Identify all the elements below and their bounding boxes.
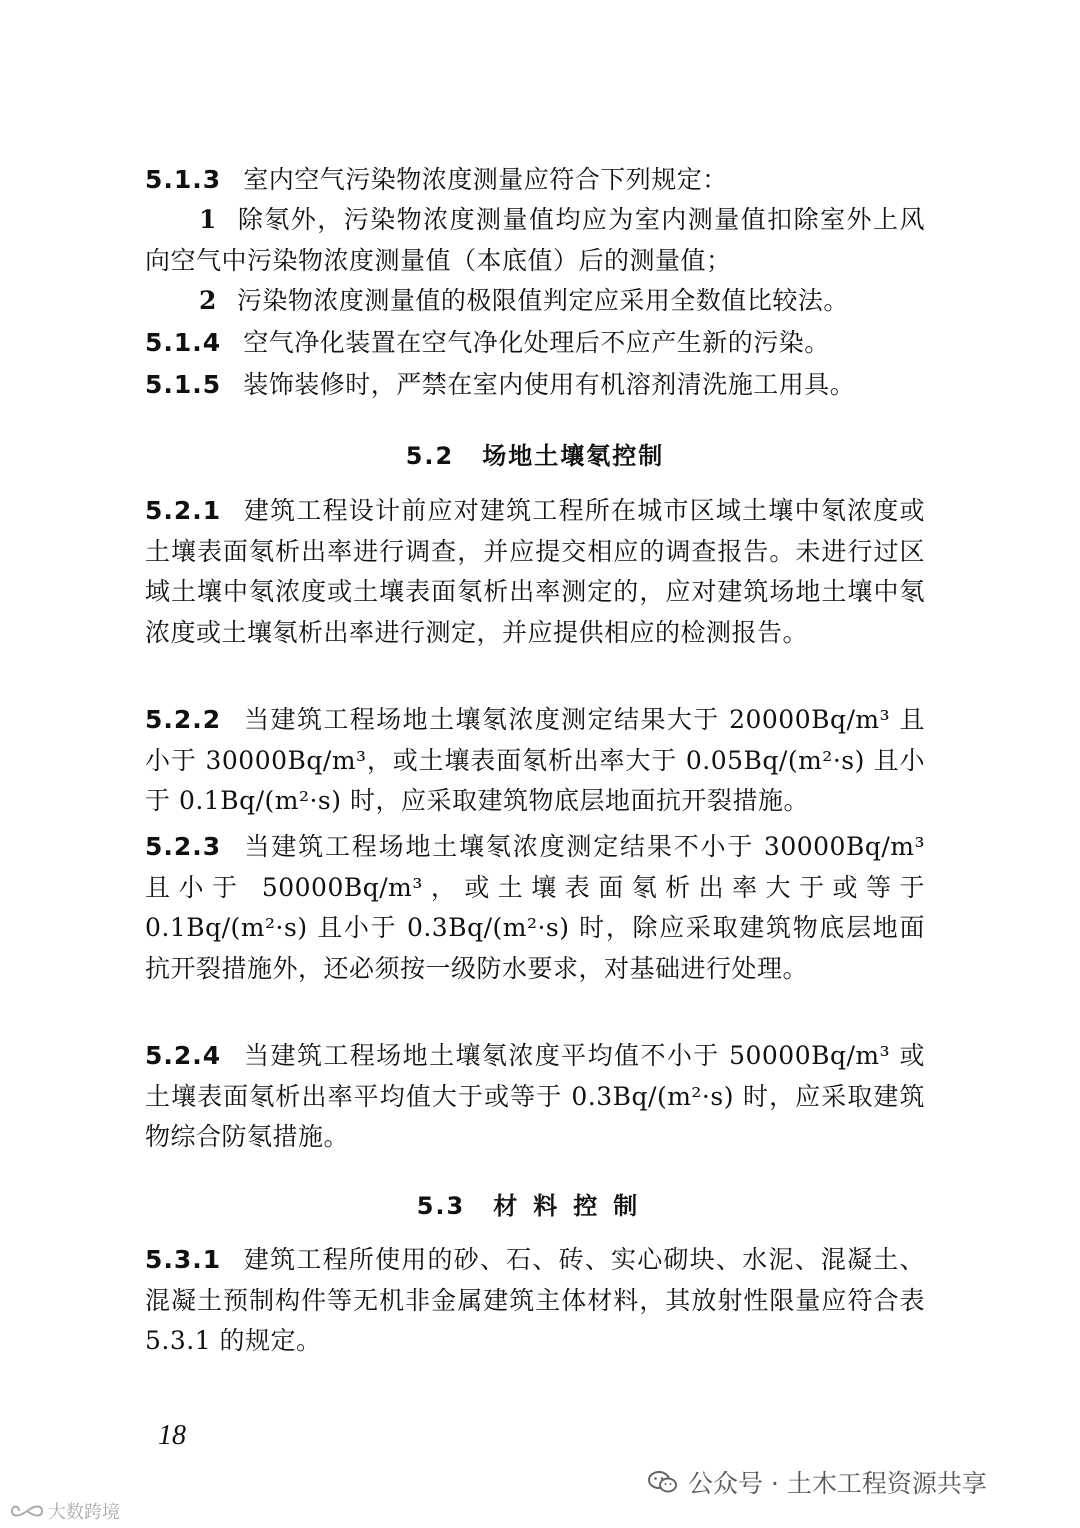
clause-text: 建筑工程所使用的砂、石、砖、实心砌块、水泥、混凝土、混凝土预制构件等无机非金属建筑主体材料，其放射性限量应符合表 5.3.1 的规定。 (145, 1245, 925, 1355)
clause-5-2-3 (145, 827, 925, 989)
clause-text: 装饰装修时，严禁在室内使用有机溶剂清洗施工用具。 (243, 370, 856, 399)
watermark-brand-text: 大数跨境 (48, 1502, 120, 1523)
item-text: 污染物浓度测量值的极限值判定应采用全数值比较法。 (236, 286, 849, 315)
section-heading-5-3 (145, 1186, 925, 1221)
section-title: 场地土壤氡控制 (482, 442, 665, 470)
clause-text: 室内空气污染物浓度测量应符合下列规定： (243, 165, 728, 194)
page-number: 18 (158, 1420, 186, 1451)
watermark-wechat (648, 1464, 987, 1500)
item-number: 2 (199, 286, 217, 315)
clause-number: 5.2.1 (145, 496, 222, 525)
clause-5-2-4 (145, 1036, 925, 1158)
clause-5-1-4 (145, 323, 925, 364)
section-number: 5.3 (416, 1192, 466, 1220)
clause-text: 当建筑工程场地土壤氡浓度平均值不小于 50000Bq/m³ 或土壤表面氡析出率平均值大于或等于 0.3Bq/(m²·s) 时，应采取建筑物综合防氡措施。 (145, 1041, 925, 1151)
clause-number: 5.2.4 (145, 1041, 222, 1070)
clause-text: 当建筑工程场地土壤氡浓度测定结果不小于 30000Bq/m³ 且小于 50000Bq/m³，或土壤表面氡析出率大于或等于 0.1Bq/(m²·s) 且小于 0.3Bq/(m²·s) 时，除应采取建筑物底层地面抗开裂措施外，还必须按一级防水要求，对基础进行处理。 (145, 832, 925, 983)
clause-5-1-3-item-2 (145, 281, 925, 322)
section-number: 5.2 (405, 442, 455, 470)
clause-number: 5.2.2 (145, 705, 222, 734)
section-title: 材料控制 (493, 1192, 654, 1220)
clause-5-2-1 (145, 491, 925, 653)
clause-number: 5.1.3 (145, 165, 222, 194)
clause-number: 5.1.5 (145, 370, 222, 399)
clause-number: 5.1.4 (145, 328, 222, 357)
watermark-text: 公众号 · 土木工程资源共享 (688, 1469, 987, 1498)
clause-number: 5.3.1 (145, 1245, 222, 1274)
section-heading-5-2 (145, 436, 925, 471)
clause-5-1-5 (145, 365, 925, 406)
wechat-icon (648, 1470, 678, 1494)
clause-text: 当建筑工程场地土壤氡浓度测定结果大于 20000Bq/m³ 且小于 30000Bq/m³，或土壤表面氡析出率大于 0.05Bq/(m²·s) 且小于 0.1Bq/(m²·s) 时，应采取建筑物底层地面抗开裂措施。 (145, 705, 925, 815)
clause-text: 建筑工程设计前应对建筑工程所在城市区域土壤中氡浓度或土壤表面氡析出率进行调查，并应提交相应的调查报告。未进行过区域土壤中氡浓度或土壤表面氡析出率测定的，应对建筑场地土壤中氡浓度或土壤氡析出率进行测定，并应提供相应的检测报告。 (145, 496, 925, 647)
item-text: 除氡外，污染物浓度测量值均应为室内测量值扣除室外上风向空气中污染物浓度测量值（本底值）后的测量值； (145, 205, 925, 275)
clause-number: 5.2.3 (145, 832, 222, 861)
clause-5-1-3 (145, 160, 925, 201)
clause-text: 空气净化装置在空气净化处理后不应产生新的污染。 (243, 328, 830, 357)
clause-5-2-2 (145, 700, 925, 822)
clause-5-3-1 (145, 1240, 925, 1362)
infinity-logo-icon (10, 1502, 44, 1520)
watermark-brand (10, 1498, 120, 1524)
clause-5-1-3-item-1 (145, 200, 925, 281)
item-number: 1 (199, 205, 217, 234)
